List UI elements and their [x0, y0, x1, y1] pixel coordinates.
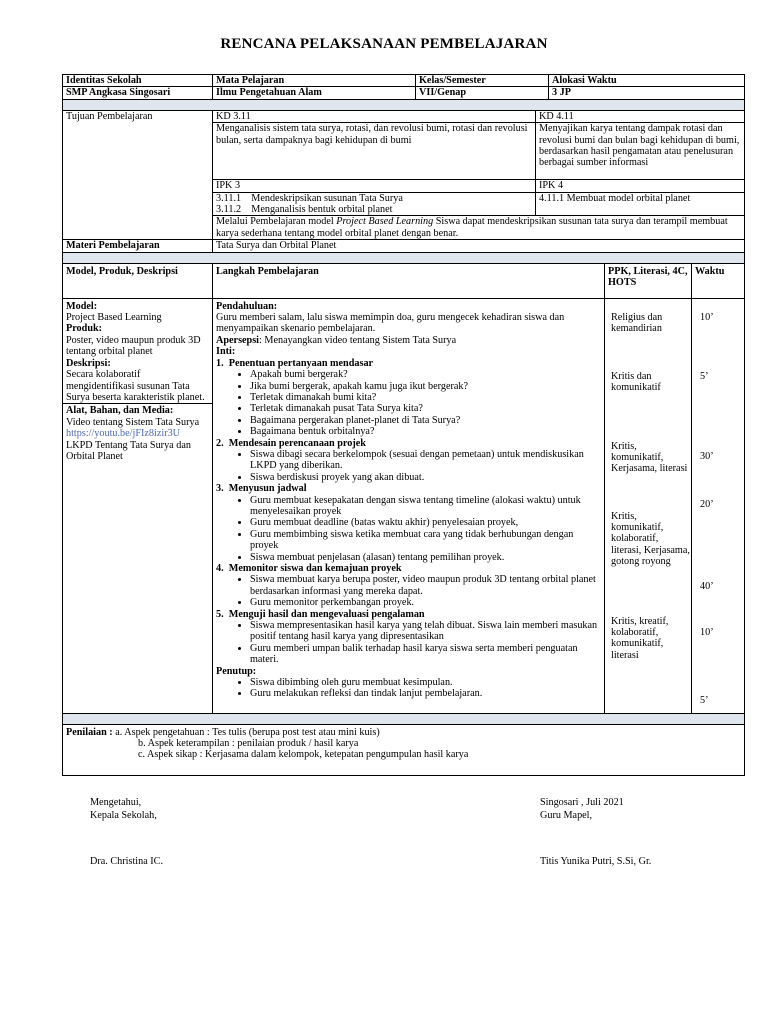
apersepsi-label: Apersepsi [216, 334, 260, 346]
step-title: 5. Menguji hasil dan mengevaluasi pengalaman [216, 608, 425, 620]
penilaian-cell [63, 724, 745, 775]
ppk-column [605, 298, 692, 713]
kd-right-text: Menyajikan karya tentang dampak rotasi dan revolusi bumi dan bulan bagi kehidupan di bumi, berdasarkan hasil pengamatan atau penelusuran berbagai sumber informasi [536, 123, 745, 180]
identity-value: 3 JP [549, 87, 745, 99]
penilaian-table [62, 724, 745, 776]
list-item: • Siswa dibimbing oleh guru membuat kesimpulan. [250, 677, 601, 688]
deskripsi-value: Secara kolaboratif mengidentifikasi susunan Tata Surya beserta karakteristik planet. [66, 369, 205, 403]
list-item: • Siswa berdiskusi proyek yang akan dibuat. [250, 472, 601, 483]
identity-header: Identitas Sekolah [63, 75, 213, 87]
penilaian-b: b. Aspek keterampilan : penilaian produk / hasil karya [138, 738, 359, 750]
model-header: Model, Produk, Deskripsi [63, 263, 213, 298]
ipk-left-items [213, 192, 536, 216]
ipk-right-label: IPK 4 [536, 180, 745, 192]
model-label: Model: [66, 300, 98, 312]
waktu-item: 40’ [700, 580, 714, 592]
identity-table [62, 74, 745, 111]
list-item: • Apakah bumi bergerak? [250, 369, 601, 380]
step-list [216, 449, 601, 483]
tujuan-label: Tujuan Pembelajaran [63, 110, 213, 239]
sig-left-line2: Kepala Sekolah, [90, 810, 157, 821]
activity-table [62, 263, 745, 725]
ipk-left-label: IPK 3 [213, 180, 536, 192]
ppk-item: Kritis dan komunikatif [611, 370, 661, 394]
step-title: 4. Memonitor siswa dan kemajuan proyek [216, 563, 402, 574]
langkah-column [213, 298, 605, 713]
list-item: • Guru membuat deadline (batas waktu akhir) penyelesaian proyek, [250, 517, 601, 528]
page-title: RENCANA PELAKSANAAN PEMBELAJARAN [220, 36, 548, 52]
waktu-column [692, 298, 745, 713]
sig-right-name: Titis Yunika Putri, S.Si, Gr. [540, 856, 652, 867]
list-item: • Jika bumi bergerak, apakah kamu juga ikut bergerak? [250, 381, 601, 392]
ppk-item: Religius dan kemandirian [611, 311, 663, 335]
list-item: • Siswa membuat karya berupa poster, video maupun produk 3D tentang orbital planet berdasarkan informasi yang mereka dapat. [250, 574, 601, 597]
identity-header: Mata Pelajaran [213, 75, 416, 87]
pendahuluan-text: Guru memberi salam, lalu siswa memimpin doa, guru mengecek kehadiran siswa dan menyampaikan skenario pembelajaran. [216, 312, 565, 335]
lkpd-value: LKPD Tentang Tata Surya dan Orbital Planet [66, 439, 191, 462]
summary-model: Project Based Learning [336, 216, 434, 228]
penilaian-a: a. Aspek pengetahuan : Tes tulis (berupa post test atau mini kuis) [115, 726, 380, 738]
list-item: • Bagaimana bentuk orbitalnya? [250, 426, 601, 437]
langkah-header: Langkah Pembelajaran [213, 263, 605, 298]
list-item: • Guru memonitor perkembangan proyek. [250, 597, 601, 608]
video-link[interactable]: https://youtu.be/jFIz8izir3U [66, 428, 181, 440]
ipk-item: 4.11.1 Membuat model orbital planet [539, 192, 691, 204]
alat-value: Video tentang Sistem Tata Surya [66, 416, 200, 428]
tujuan-table [62, 110, 745, 264]
pendahuluan-label: Pendahuluan: [216, 300, 278, 312]
kd-left-label: KD 3.11 [213, 110, 536, 122]
list-item: • Guru memberi umpan balik terhadap hasil karya siswa serta memberi penguatan materi. [250, 643, 601, 666]
lesson-plan-document [62, 74, 745, 776]
ppk-item: Kritis, komunikatif, Kerjasama, literasi [611, 440, 688, 475]
step-list [216, 495, 601, 563]
summary-text: Melalui Pembelajaran model [216, 216, 337, 228]
list-item: • Siswa mempresentasikan hasil karya yang telah dibuat. Siswa lain memberi masukan positif tentang hasil karya yang dipresentasikan [250, 620, 601, 643]
identity-value: VII/Genap [416, 87, 549, 99]
list-item: • Siswa membuat penjelasan (alasan) tentang pemilihan proyek. [250, 552, 601, 563]
waktu-item: 20’ [700, 498, 714, 510]
ipk-item: 3.11.2 Menganalisis bentuk orbital planet [216, 204, 393, 216]
identity-value: Ilmu Pengetahuan Alam [213, 87, 416, 99]
sig-right-line2: Guru Mapel, [540, 810, 593, 821]
list-item: • Terletak dimanakah pusat Tata Surya kita? [250, 403, 601, 414]
step-title: 2. Mendesain perencanaan projek [216, 437, 366, 449]
step-title: 3. Menyusun jadwal [216, 483, 307, 495]
ppk-item: Kritis, komunikatif, kolaboratif, literasi, Kerjasama, gotong royong [611, 510, 690, 568]
list-item: • Guru membimbing siswa ketika membuat cara yang tidak berhubungan dengan proyek [250, 529, 601, 552]
sig-left-line1: Mengetahui, [90, 797, 142, 808]
apersepsi [216, 335, 601, 346]
waktu-item: 5’ [700, 694, 709, 706]
deskripsi-label: Deskripsi: [66, 357, 111, 369]
list-item: • Guru melakukan refleksi dan tindak lanjut pembelajaran. [250, 688, 601, 699]
waktu-item: 10’ [700, 311, 714, 323]
waktu-item: 30’ [700, 450, 714, 462]
list-item: • Siswa dibagi secara berkelompok (sesuai dengan pemetaan) untuk mendiskusikan LKPD yang diberikan. [250, 449, 601, 472]
waktu-header: Waktu [692, 263, 745, 298]
list-item: • Guru membuat kesepakatan dengan siswa tentang timeline (alokasi waktu) untuk menyelesaikan proyek [250, 495, 601, 518]
summary-text: Siswa dapat mendeskripsikan susunan tata surya dan terampil membuat karya sederhana tentang model orbital planet dengan benar. [216, 216, 728, 239]
ppk-item: Kritis, kreatif, kolaboratif, komunikatif, literasi [611, 615, 669, 661]
identity-value: SMP Angkasa Singosari [63, 87, 213, 99]
materi-value: Tata Surya dan Orbital Planet [213, 240, 745, 252]
penutup-label: Penutup: [216, 665, 257, 677]
produk-value: Poster, video maupun produk 3D tentang orbital planet [66, 334, 201, 358]
waktu-item: 10’ [700, 626, 714, 638]
apersepsi-text: : Menayangkan video tentang Sistem Tata Surya [259, 334, 457, 346]
tujuan-summary [213, 216, 745, 240]
list-item: • Bagaimana pergerakan planet-planet di Tata Surya? [250, 415, 601, 426]
step-list [216, 369, 601, 437]
ppk-header: PPK, Literasi, 4C, HOTS [605, 263, 692, 298]
model-value: Project Based Learning [66, 312, 162, 324]
penilaian-label: Penilaian : [66, 726, 113, 738]
ipk-right-items [536, 192, 745, 216]
shaded-separator [63, 99, 745, 110]
shaded-separator [63, 713, 745, 724]
list-item: • Terletak dimanakah bumi kita? [250, 392, 601, 403]
ipk-item: 3.11.1 Mendeskripsikan susunan Tata Surya [216, 192, 403, 204]
sig-right-line1: Singosari , Juli 2021 [540, 797, 624, 808]
step-list [216, 574, 601, 608]
kd-left-text: Menganalisis sistem tata surya, rotasi, dan revolusi bumi, rotasi dan revolusi bulan, serta dampaknya bagi kehidupan di bumi [213, 123, 536, 180]
shaded-separator [63, 252, 745, 263]
identity-header: Alokasi Waktu [549, 75, 745, 87]
materi-label: Materi Pembelajaran [63, 240, 213, 252]
alat-label: Alat, Bahan, dan Media: [66, 405, 174, 417]
step-list [216, 677, 601, 700]
produk-label: Produk: [66, 323, 103, 335]
inti-label: Inti: [216, 346, 236, 358]
kd-right-label: KD 4.11 [536, 110, 745, 122]
step-list [216, 620, 601, 666]
penilaian-c: c. Aspek sikap : Kerjasama dalam kelompok, ketepatan pengumpulan hasil karya [138, 749, 469, 761]
step-title: 1. Penentuan pertanyaan mendasar [216, 357, 374, 369]
waktu-item: 5’ [700, 370, 709, 382]
model-column [63, 298, 213, 713]
sig-left-name: Dra. Christina IC. [90, 856, 163, 867]
identity-header: Kelas/Semester [416, 75, 549, 87]
